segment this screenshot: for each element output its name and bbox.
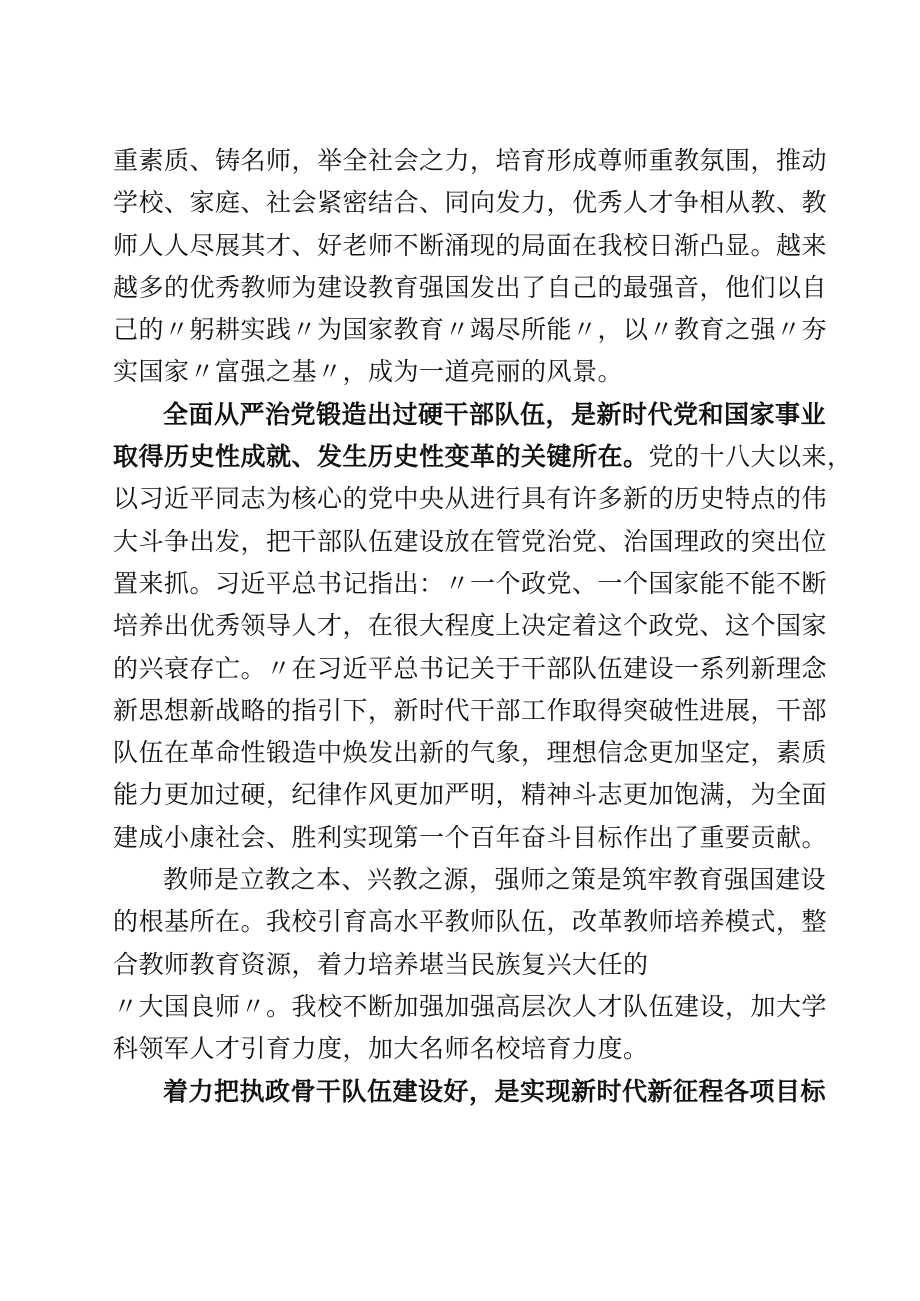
text-run: 以习近平同志为核心的党中央从进行具有许多新的历史特点的伟 (113, 484, 828, 514)
text-run: 合教师教育资源，着力培养堪当民族复兴大任的 (113, 949, 649, 979)
bold-text-run: 全面从严治党锻造出过硬干部队伍，是新时代党和国家事业 (163, 399, 827, 429)
text-line (113, 1071, 825, 1113)
document-body (113, 140, 853, 1113)
text-line (113, 648, 828, 690)
text-line (113, 944, 825, 986)
text-line (113, 394, 825, 436)
text-run: 党的十八大以来， (648, 442, 853, 472)
text-run: 建成小康社会、胜利实现第一个百年奋斗目标作出了重要贡献。 (113, 822, 828, 852)
text-line (113, 690, 828, 732)
text-run: 教师是立教之本、兴教之源，强师之策是筑牢教育强国建设 (163, 865, 827, 895)
text-line (113, 140, 828, 182)
text-line (113, 563, 828, 605)
text-run: 科领军人才引育力度，加大名师名校培育力度。 (113, 1034, 649, 1064)
text-run: 队伍在革命性锻造中焕发出新的气象，理想信念更加坚定，素质 (113, 738, 828, 768)
bold-text-run: 取得历史性成就、发生历史性变革的关键所在。 (113, 442, 649, 472)
text-line (113, 267, 828, 309)
text-line (113, 436, 853, 478)
text-line (113, 478, 828, 520)
text-line (113, 986, 828, 1028)
text-run: 培养出优秀领导人才，在很大程度上决定着这个政党、这个国家 (113, 611, 828, 641)
text-run: 能力更加过硬，纪律作风更加严明，精神斗志更加饱满，为全面 (113, 780, 828, 810)
text-line (113, 859, 825, 901)
bold-text-run: 着力把执政骨干队伍建设好，是实现新时代新征程各项目标 (163, 1076, 827, 1106)
text-line (113, 309, 828, 351)
text-run: 大斗争出发，把干部队伍建设放在管党治党、治国理政的突出位 (113, 526, 828, 556)
text-line (113, 732, 828, 774)
text-run: 己的〃躬耕实践〃为国家教育〃竭尽所能〃，以〃教育之强〃夯 (113, 315, 828, 345)
text-line (113, 817, 828, 859)
text-line (113, 182, 828, 224)
text-run: 学校、家庭、社会紧密结合、同向发力，优秀人才争相从教、教 (113, 188, 828, 218)
text-run: 置来抓。习近平总书记指出：〃一个政党、一个国家能不能不断 (113, 568, 828, 598)
text-run: 的兴衰存亡。〃在习近平总书记关于干部队伍建设一系列新理念 (113, 653, 828, 683)
text-run: 新思想新战略的指引下，新时代干部工作取得突破性进展，干部 (113, 695, 828, 725)
text-run: 的根基所在。我校引育高水平教师队伍，改革教师培养模式，整 (113, 907, 828, 937)
text-run: 〃大国良师〃。我校不断加强加强高层次人才队伍建设，加大学 (113, 991, 828, 1021)
text-run: 师人人尽展其才、好老师不断涌现的局面在我校日渐凸显。越来 (113, 230, 828, 260)
text-line (113, 225, 828, 267)
text-run: 实国家〃富强之基〃，成为一道亮丽的风景。 (113, 357, 624, 387)
text-line (113, 901, 828, 943)
text-line (113, 1028, 825, 1070)
text-line (113, 351, 825, 393)
text-line (113, 521, 828, 563)
text-line (113, 774, 828, 816)
text-run: 重素质、铸名师，举全社会之力，培育形成尊师重教氛围，推动 (113, 146, 828, 175)
text-line (113, 605, 828, 647)
text-run: 越多的优秀教师为建设教育强国发出了自己的最强音，他们以自 (113, 272, 828, 302)
